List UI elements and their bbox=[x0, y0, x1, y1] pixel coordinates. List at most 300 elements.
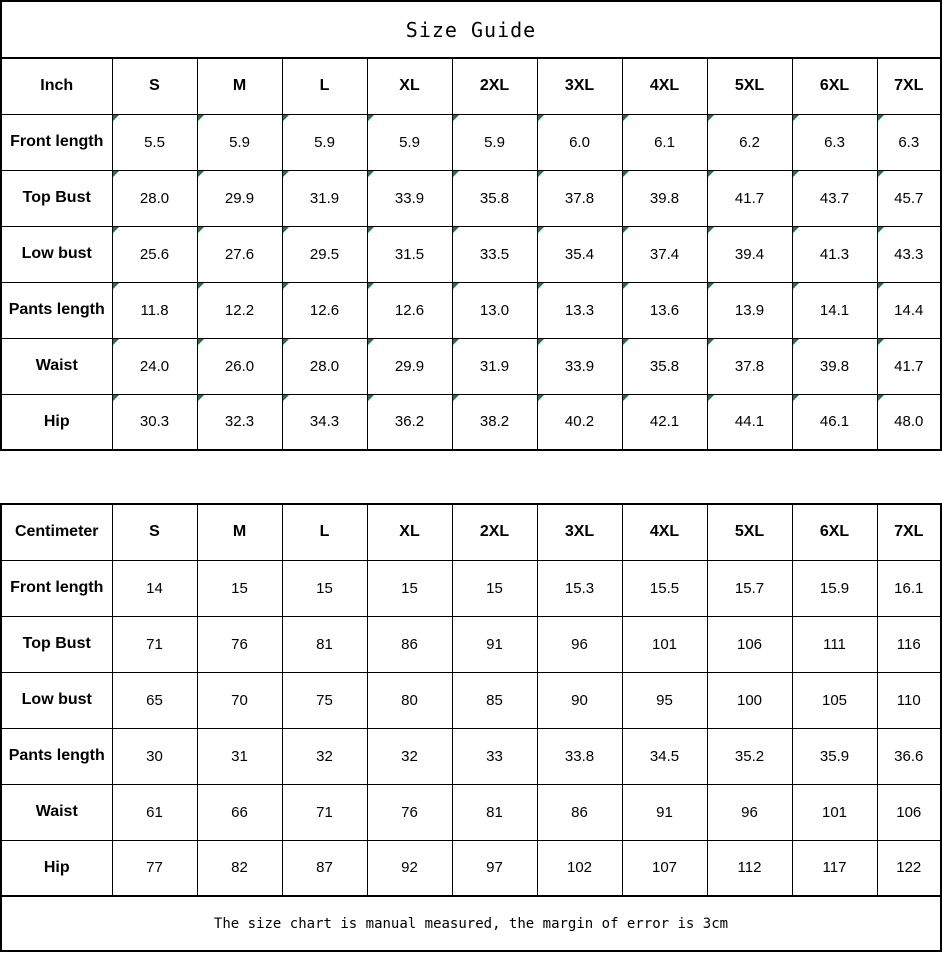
size-value-cell bbox=[537, 560, 622, 616]
size-value: 12.6 bbox=[309, 301, 340, 319]
size-value-cell bbox=[197, 728, 282, 784]
size-value: 36.6 bbox=[894, 747, 924, 765]
green-corner-triangle-icon bbox=[793, 171, 800, 178]
size-value-cell bbox=[197, 784, 282, 840]
size-value: 35.9 bbox=[819, 747, 850, 765]
size-value: 35.4 bbox=[564, 245, 595, 263]
size-value: 31.5 bbox=[394, 245, 425, 263]
table-row bbox=[1, 226, 941, 282]
size-value: 34.3 bbox=[309, 413, 340, 431]
size-value-cell bbox=[877, 394, 941, 450]
size-value-cell bbox=[877, 114, 941, 170]
size-value-cell bbox=[367, 170, 452, 226]
size-value: 43.7 bbox=[819, 189, 850, 207]
size-value-cell bbox=[367, 114, 452, 170]
size-value: 112 bbox=[737, 859, 762, 877]
size-value: 26.0 bbox=[224, 357, 255, 375]
size-value: 97 bbox=[486, 859, 503, 877]
size-value-cell bbox=[622, 338, 707, 394]
size-value: 91 bbox=[486, 635, 503, 653]
green-corner-triangle-icon bbox=[198, 283, 205, 290]
header-row bbox=[1, 504, 941, 560]
size-value-cell bbox=[707, 114, 792, 170]
size-value: 117 bbox=[822, 859, 847, 877]
green-corner-triangle-icon bbox=[708, 395, 715, 402]
size-value: 33.8 bbox=[564, 747, 595, 765]
green-corner-triangle-icon bbox=[878, 115, 885, 122]
size-value: 35.8 bbox=[649, 357, 680, 375]
size-value: 15.7 bbox=[734, 579, 765, 597]
green-corner-triangle-icon bbox=[198, 227, 205, 234]
green-corner-triangle-icon bbox=[113, 395, 120, 402]
size-value-cell bbox=[197, 114, 282, 170]
size-value: 15 bbox=[231, 579, 248, 597]
size-value: 101 bbox=[651, 635, 678, 653]
size-value: 61 bbox=[146, 803, 163, 821]
size-value: 13.9 bbox=[734, 301, 765, 319]
green-corner-triangle-icon bbox=[538, 339, 545, 346]
size-value: 5.9 bbox=[399, 133, 420, 151]
size-value: 116 bbox=[896, 635, 921, 653]
size-value-cell bbox=[877, 784, 941, 840]
green-corner-triangle-icon bbox=[708, 283, 715, 290]
size-value: 6.3 bbox=[898, 133, 920, 151]
green-corner-triangle-icon bbox=[708, 171, 715, 178]
size-value-cell bbox=[877, 338, 941, 394]
size-value-cell bbox=[537, 840, 622, 896]
size-value: 102 bbox=[566, 859, 593, 877]
column-header-xl: XL bbox=[367, 504, 452, 560]
size-value-cell bbox=[622, 226, 707, 282]
green-corner-triangle-icon bbox=[198, 395, 205, 402]
row-label: Waist bbox=[1, 784, 112, 840]
size-value-cell bbox=[792, 672, 877, 728]
table-row bbox=[1, 728, 941, 784]
size-value: 33.9 bbox=[394, 189, 425, 207]
size-value-cell bbox=[877, 282, 941, 338]
column-header-4xl: 4XL bbox=[622, 58, 707, 114]
table-separator bbox=[0, 451, 942, 503]
green-corner-triangle-icon bbox=[623, 115, 630, 122]
size-value: 37.4 bbox=[649, 245, 680, 263]
size-value-cell bbox=[537, 282, 622, 338]
size-value: 35.8 bbox=[479, 189, 510, 207]
size-value: 81 bbox=[316, 635, 333, 653]
size-value-cell bbox=[792, 616, 877, 672]
row-label: Top Bust bbox=[1, 616, 112, 672]
size-value-cell bbox=[707, 672, 792, 728]
size-value: 5.9 bbox=[229, 133, 250, 151]
size-value-cell bbox=[877, 170, 941, 226]
size-value: 34.5 bbox=[649, 747, 680, 765]
size-value: 15 bbox=[316, 579, 333, 597]
green-corner-triangle-icon bbox=[283, 171, 290, 178]
size-value: 44.1 bbox=[734, 413, 765, 431]
green-corner-triangle-icon bbox=[878, 395, 885, 402]
size-value: 14.1 bbox=[819, 301, 850, 319]
size-value: 13.3 bbox=[564, 301, 595, 319]
size-value: 31.9 bbox=[479, 357, 510, 375]
size-value: 31 bbox=[231, 747, 248, 765]
size-value: 106 bbox=[896, 803, 922, 821]
size-value-cell bbox=[707, 784, 792, 840]
size-value: 14 bbox=[146, 579, 163, 597]
size-value: 39.4 bbox=[734, 245, 765, 263]
green-corner-triangle-icon bbox=[878, 171, 885, 178]
size-value-cell bbox=[367, 394, 452, 450]
green-corner-triangle-icon bbox=[283, 115, 290, 122]
size-value-cell bbox=[537, 394, 622, 450]
size-value: 40.2 bbox=[564, 413, 595, 431]
size-value-cell bbox=[792, 226, 877, 282]
green-corner-triangle-icon bbox=[198, 171, 205, 178]
size-tables-area bbox=[0, 57, 942, 897]
size-value-cell bbox=[537, 338, 622, 394]
green-corner-triangle-icon bbox=[623, 339, 630, 346]
size-value: 11.8 bbox=[140, 301, 169, 319]
green-corner-triangle-icon bbox=[793, 395, 800, 402]
size-value-cell bbox=[877, 560, 941, 616]
size-value-cell bbox=[622, 170, 707, 226]
size-value: 92 bbox=[401, 859, 418, 877]
size-value: 39.8 bbox=[819, 357, 850, 375]
size-value-cell bbox=[707, 616, 792, 672]
size-value-cell bbox=[707, 728, 792, 784]
column-header-7xl: 7XL bbox=[877, 58, 941, 114]
size-value: 28.0 bbox=[309, 357, 340, 375]
green-corner-triangle-icon bbox=[368, 395, 375, 402]
green-corner-triangle-icon bbox=[368, 339, 375, 346]
size-value: 45.7 bbox=[894, 189, 924, 207]
size-value-cell bbox=[622, 282, 707, 338]
size-value-cell bbox=[707, 170, 792, 226]
size-value: 41.7 bbox=[894, 357, 924, 375]
size-value-cell bbox=[197, 338, 282, 394]
green-corner-triangle-icon bbox=[793, 115, 800, 122]
size-value: 33.9 bbox=[564, 357, 595, 375]
unit-header: Centimeter bbox=[1, 504, 112, 560]
green-corner-triangle-icon bbox=[283, 395, 290, 402]
size-value-cell bbox=[112, 282, 197, 338]
size-value: 29.5 bbox=[309, 245, 340, 263]
size-value-cell bbox=[877, 728, 941, 784]
green-corner-triangle-icon bbox=[113, 171, 120, 178]
size-value-cell bbox=[707, 338, 792, 394]
size-value-cell bbox=[367, 784, 452, 840]
size-value-cell bbox=[367, 616, 452, 672]
size-value-cell bbox=[282, 784, 367, 840]
size-value-cell bbox=[367, 560, 452, 616]
green-corner-triangle-icon bbox=[453, 339, 460, 346]
green-corner-triangle-icon bbox=[368, 171, 375, 178]
size-value: 100 bbox=[736, 691, 763, 709]
size-value: 42.1 bbox=[649, 413, 680, 431]
size-value: 37.8 bbox=[564, 189, 595, 207]
size-value-cell bbox=[877, 840, 941, 896]
size-value: 6.0 bbox=[569, 133, 590, 151]
row-label: Low bust bbox=[1, 672, 112, 728]
size-value-cell bbox=[452, 394, 537, 450]
green-corner-triangle-icon bbox=[708, 227, 715, 234]
size-value: 111 bbox=[823, 635, 846, 653]
size-value-cell bbox=[197, 840, 282, 896]
size-value: 65 bbox=[146, 691, 163, 709]
size-value-cell bbox=[622, 394, 707, 450]
size-value-cell bbox=[792, 728, 877, 784]
size-value-cell bbox=[792, 784, 877, 840]
size-value: 43.3 bbox=[894, 245, 924, 263]
size-value-cell bbox=[112, 672, 197, 728]
size-value-cell bbox=[452, 784, 537, 840]
size-value: 101 bbox=[821, 803, 848, 821]
green-corner-triangle-icon bbox=[538, 171, 545, 178]
size-value: 81 bbox=[486, 803, 503, 821]
size-value-cell bbox=[707, 840, 792, 896]
size-value: 6.1 bbox=[654, 133, 675, 151]
row-label: Waist bbox=[1, 338, 112, 394]
size-value-cell bbox=[282, 616, 367, 672]
size-value-cell bbox=[282, 114, 367, 170]
size-value: 33 bbox=[486, 747, 503, 765]
size-value-cell bbox=[707, 282, 792, 338]
size-value-cell bbox=[452, 560, 537, 616]
size-value-cell bbox=[282, 840, 367, 896]
size-value-cell bbox=[707, 560, 792, 616]
size-value-cell bbox=[792, 338, 877, 394]
size-value: 35.2 bbox=[734, 747, 765, 765]
column-header-4xl: 4XL bbox=[622, 504, 707, 560]
size-value: 38.2 bbox=[479, 413, 510, 431]
green-corner-triangle-icon bbox=[708, 115, 715, 122]
page-title: Size Guide bbox=[0, 0, 942, 57]
size-value-cell bbox=[282, 282, 367, 338]
size-value: 122 bbox=[896, 859, 922, 877]
size-value-cell bbox=[792, 840, 877, 896]
size-value: 71 bbox=[146, 635, 163, 653]
size-value: 29.9 bbox=[394, 357, 425, 375]
table-row bbox=[1, 170, 941, 226]
size-value: 6.2 bbox=[739, 133, 760, 151]
size-value: 32 bbox=[401, 747, 418, 765]
table-row bbox=[1, 672, 941, 728]
column-header-5xl: 5XL bbox=[707, 504, 792, 560]
size-value-cell bbox=[197, 282, 282, 338]
green-corner-triangle-icon bbox=[198, 339, 205, 346]
size-value: 13.0 bbox=[479, 301, 510, 319]
size-value: 15.3 bbox=[564, 579, 595, 597]
green-corner-triangle-icon bbox=[453, 115, 460, 122]
size-value-cell bbox=[537, 672, 622, 728]
size-value: 12.2 bbox=[224, 301, 255, 319]
size-value-cell bbox=[622, 840, 707, 896]
green-corner-triangle-icon bbox=[878, 339, 885, 346]
size-value-cell bbox=[622, 672, 707, 728]
column-header-s: S bbox=[112, 58, 197, 114]
size-value-cell bbox=[537, 616, 622, 672]
size-value: 12.6 bbox=[394, 301, 425, 319]
green-corner-triangle-icon bbox=[283, 339, 290, 346]
table-row bbox=[1, 840, 941, 896]
size-value: 105 bbox=[821, 691, 848, 709]
column-header-xl: XL bbox=[367, 58, 452, 114]
size-value: 27.6 bbox=[224, 245, 255, 263]
table-row bbox=[1, 560, 941, 616]
size-value-cell bbox=[792, 170, 877, 226]
green-corner-triangle-icon bbox=[793, 339, 800, 346]
size-value: 13.6 bbox=[649, 301, 680, 319]
centimeter-size-table bbox=[0, 503, 942, 897]
table-row bbox=[1, 338, 941, 394]
size-value: 28.0 bbox=[139, 189, 170, 207]
green-corner-triangle-icon bbox=[113, 227, 120, 234]
green-corner-triangle-icon bbox=[623, 227, 630, 234]
column-header-3xl: 3XL bbox=[537, 58, 622, 114]
size-value-cell bbox=[367, 338, 452, 394]
size-value-cell bbox=[282, 226, 367, 282]
size-value: 39.8 bbox=[649, 189, 680, 207]
size-value: 5.5 bbox=[144, 133, 165, 151]
size-value: 30.3 bbox=[139, 413, 170, 431]
size-value: 32 bbox=[316, 747, 333, 765]
size-value: 77 bbox=[146, 859, 163, 877]
size-value-cell bbox=[452, 616, 537, 672]
green-corner-triangle-icon bbox=[878, 227, 885, 234]
size-value-cell bbox=[282, 672, 367, 728]
size-value: 86 bbox=[401, 635, 418, 653]
size-value: 90 bbox=[571, 691, 588, 709]
green-corner-triangle-icon bbox=[623, 395, 630, 402]
size-value-cell bbox=[197, 616, 282, 672]
size-value: 24.0 bbox=[139, 357, 170, 375]
size-value: 80 bbox=[401, 691, 418, 709]
size-value-cell bbox=[792, 560, 877, 616]
size-value-cell bbox=[112, 840, 197, 896]
size-value-cell bbox=[452, 728, 537, 784]
size-value-cell bbox=[707, 226, 792, 282]
size-value: 6.3 bbox=[824, 133, 845, 151]
size-value-cell bbox=[282, 560, 367, 616]
size-value: 71 bbox=[316, 803, 333, 821]
size-value-cell bbox=[197, 394, 282, 450]
column-header-7xl: 7XL bbox=[877, 504, 941, 560]
green-corner-triangle-icon bbox=[623, 171, 630, 178]
size-value: 106 bbox=[736, 635, 763, 653]
column-header-6xl: 6XL bbox=[792, 504, 877, 560]
size-value: 48.0 bbox=[894, 413, 924, 431]
column-header-m: M bbox=[197, 504, 282, 560]
size-value: 36.2 bbox=[394, 413, 425, 431]
table-row bbox=[1, 394, 941, 450]
size-value-cell bbox=[537, 114, 622, 170]
row-label: Top Bust bbox=[1, 170, 112, 226]
size-value-cell bbox=[877, 226, 941, 282]
green-corner-triangle-icon bbox=[538, 283, 545, 290]
size-value-cell bbox=[367, 282, 452, 338]
size-value: 33.5 bbox=[479, 245, 510, 263]
size-value-cell bbox=[452, 338, 537, 394]
size-value: 16.1 bbox=[894, 579, 924, 597]
size-value-cell bbox=[792, 114, 877, 170]
size-value: 41.7 bbox=[734, 189, 765, 207]
column-header-s: S bbox=[112, 504, 197, 560]
size-value: 15 bbox=[401, 579, 418, 597]
size-value-cell bbox=[112, 170, 197, 226]
size-value: 86 bbox=[571, 803, 588, 821]
size-value: 107 bbox=[651, 859, 678, 877]
green-corner-triangle-icon bbox=[453, 227, 460, 234]
size-value: 29.9 bbox=[224, 189, 255, 207]
size-value: 70 bbox=[231, 691, 248, 709]
size-value: 95 bbox=[656, 691, 673, 709]
row-label: Front length bbox=[1, 560, 112, 616]
size-value-cell bbox=[112, 784, 197, 840]
green-corner-triangle-icon bbox=[113, 283, 120, 290]
size-value-cell bbox=[622, 560, 707, 616]
column-header-2xl: 2XL bbox=[452, 504, 537, 560]
size-value-cell bbox=[112, 226, 197, 282]
green-corner-triangle-icon bbox=[453, 171, 460, 178]
row-label: Hip bbox=[1, 394, 112, 450]
green-corner-triangle-icon bbox=[793, 283, 800, 290]
size-value: 66 bbox=[231, 803, 248, 821]
size-value: 14.4 bbox=[894, 301, 924, 319]
column-header-2xl: 2XL bbox=[452, 58, 537, 114]
size-value-cell bbox=[282, 728, 367, 784]
size-value-cell bbox=[537, 226, 622, 282]
table-row bbox=[1, 282, 941, 338]
size-value: 87 bbox=[316, 859, 333, 877]
green-corner-triangle-icon bbox=[538, 227, 545, 234]
green-corner-triangle-icon bbox=[283, 227, 290, 234]
size-value-cell bbox=[622, 784, 707, 840]
size-value-cell bbox=[452, 226, 537, 282]
size-value: 30 bbox=[146, 747, 163, 765]
column-header-6xl: 6XL bbox=[792, 58, 877, 114]
table-row bbox=[1, 616, 941, 672]
size-value-cell bbox=[452, 672, 537, 728]
size-value: 32.3 bbox=[224, 413, 255, 431]
size-value: 31.9 bbox=[309, 189, 340, 207]
column-header-3xl: 3XL bbox=[537, 504, 622, 560]
column-header-l: L bbox=[282, 504, 367, 560]
size-value-cell bbox=[367, 226, 452, 282]
green-corner-triangle-icon bbox=[113, 115, 120, 122]
inch-size-table bbox=[0, 57, 942, 451]
size-value-cell bbox=[877, 672, 941, 728]
green-corner-triangle-icon bbox=[368, 283, 375, 290]
size-value-cell bbox=[537, 784, 622, 840]
size-value-cell bbox=[792, 394, 877, 450]
size-value: 82 bbox=[231, 859, 248, 877]
green-corner-triangle-icon bbox=[368, 115, 375, 122]
size-value-cell bbox=[622, 728, 707, 784]
row-label: Front length bbox=[1, 114, 112, 170]
column-header-5xl: 5XL bbox=[707, 58, 792, 114]
green-corner-triangle-icon bbox=[453, 283, 460, 290]
size-value: 41.3 bbox=[819, 245, 850, 263]
size-value-cell bbox=[197, 672, 282, 728]
size-value-cell bbox=[367, 728, 452, 784]
header-row bbox=[1, 58, 941, 114]
size-value: 76 bbox=[401, 803, 418, 821]
size-value: 110 bbox=[896, 691, 921, 709]
green-corner-triangle-icon bbox=[538, 395, 545, 402]
green-corner-triangle-icon bbox=[198, 115, 205, 122]
size-value: 96 bbox=[741, 803, 758, 821]
size-value-cell bbox=[112, 394, 197, 450]
size-value-cell bbox=[452, 170, 537, 226]
green-corner-triangle-icon bbox=[453, 395, 460, 402]
